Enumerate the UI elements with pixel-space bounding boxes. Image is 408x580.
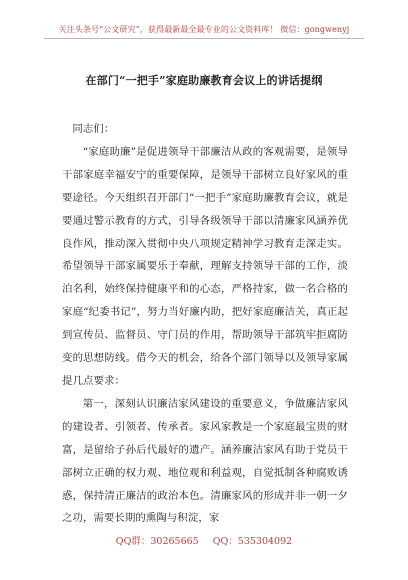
document-title: 在部门“一把手”家庭助廉教育会议上的讲话提纲: [85, 74, 323, 87]
document-body: [62, 118, 348, 530]
paragraph: “家庭助廉”是促进领导干部廉洁从政的客观需要，是领导干部家庭幸福安宁的重要保障，是领导干部树立良好家风的重要途径。今天组织召开部门“一把手”家庭助廉教育会议，就是要通过警示教育的方式，引导各级领导干部以清廉家风涵养优良作风，推动深入贯彻中央八项规定精神学习教育走深走实。希望领导干部家属要乐于奉献，理解支持领导干部的工作，淡泊名利，始终保持健康平和的心态，严格持家，做一名合格的家庭“纪委书记”，努力当好廉内助，把好家庭廉洁关，真正起到宣传员、监督员、守门员的作用，帮助领导干部筑牢拒腐防变的思想防线。借今天的机会，给各个部门领导以及领导家属提几点要求：: [62, 145, 348, 387]
paragraph: 第一，深刻认识廉洁家风建设的重要意义，争做廉洁家风的建设者、引领者、传承者。家风家教是一个家庭最宝贵的财富，是留给子孙后代最好的遗产。涵养廉洁家风有助于党员干部树立正确的权力观、地位观和利益观，自觉抵制各种腐败诱惑，保持清正廉洁的政治本色。清廉家风的形成并非一朝一夕之功，需要长期的熏陶与积淀，家: [62, 397, 348, 525]
header-promo-text: 关注头条号“公文研究”，获得最新最全最专业的公文资料库！ 微信：gongwenyj: [58, 25, 350, 34]
header-divider: [44, 38, 364, 39]
footer-qq-group: QQ群：30265665: [115, 536, 199, 547]
footer-qq-number: QQ：535304092: [212, 536, 293, 547]
salutation: 同志们：: [72, 123, 115, 135]
footer-contact: [0, 533, 408, 547]
